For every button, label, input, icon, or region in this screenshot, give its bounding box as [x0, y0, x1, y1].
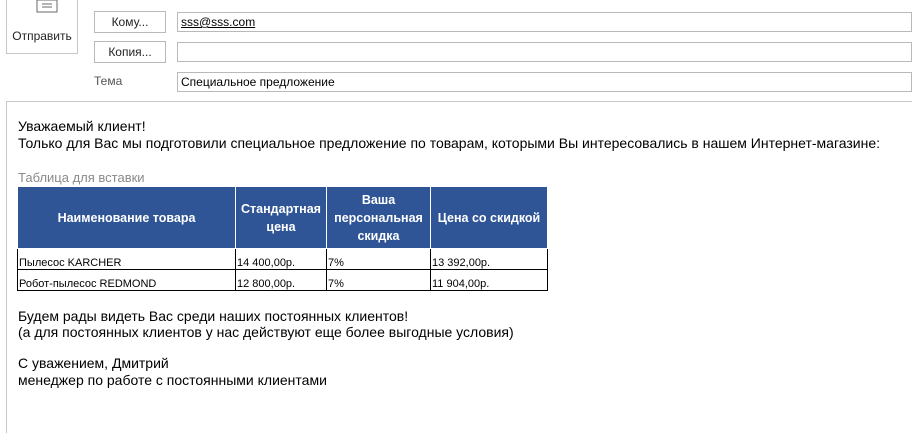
table-row	[18, 270, 548, 291]
signature-regards: С уважением, Дмитрий	[18, 355, 169, 371]
header-personal-discount: Ваша персональная скидка	[327, 187, 431, 249]
body-left-border	[6, 101, 7, 433]
send-mail-icon	[36, 0, 58, 16]
cell-product: Пылесос KARCHER	[18, 249, 236, 270]
send-label: Отправить	[12, 29, 72, 43]
to-field[interactable]	[177, 12, 912, 32]
cell-discounted-price: 11 904,00р.	[431, 270, 548, 291]
header-product-name: Наименование товара	[18, 187, 236, 249]
cell-standard-price: 14 400,00р.	[236, 249, 327, 270]
cc-field[interactable]	[177, 42, 912, 62]
table-caption: Таблица для вставки	[18, 170, 145, 185]
product-table-container	[17, 186, 549, 291]
cell-discount: 7%	[327, 249, 431, 270]
header-discounted-price: Цена со скидкой	[431, 187, 548, 249]
product-table	[17, 186, 548, 291]
closing-line-2: (а для постоянных клиентов у нас действуют еще более выгодные условия)	[18, 324, 514, 340]
subject-field[interactable]: Специальное предложение	[177, 72, 912, 92]
cell-product: Робот-пылесос REDMOND	[18, 270, 236, 291]
signature-position: менеджер по работе с постоянными клиентами	[18, 372, 327, 388]
cell-standard-price: 12 800,00р.	[236, 270, 327, 291]
closing-line-1: Будем рады видеть Вас среди наших постоянных клиентов!	[18, 308, 409, 324]
intro-text: Только для Вас мы подготовили специальное предложение по товарам, которыми Вы интересовались в нашем Интернет-магазине:	[18, 135, 881, 151]
header-divider	[6, 101, 912, 102]
to-button[interactable]: Кому...	[94, 11, 166, 33]
send-button[interactable]	[6, 0, 78, 54]
cc-button[interactable]: Копия...	[94, 41, 166, 63]
table-row	[18, 249, 548, 270]
greeting: Уважаемый клиент!	[18, 118, 146, 134]
subject-label: Тема	[94, 74, 123, 88]
header-standard-price: Стандартная цена	[236, 187, 327, 249]
cell-discount: 7%	[327, 270, 431, 291]
to-recipient[interactable]: sss@sss.com	[181, 15, 256, 29]
cell-discounted-price: 13 392,00р.	[431, 249, 548, 270]
